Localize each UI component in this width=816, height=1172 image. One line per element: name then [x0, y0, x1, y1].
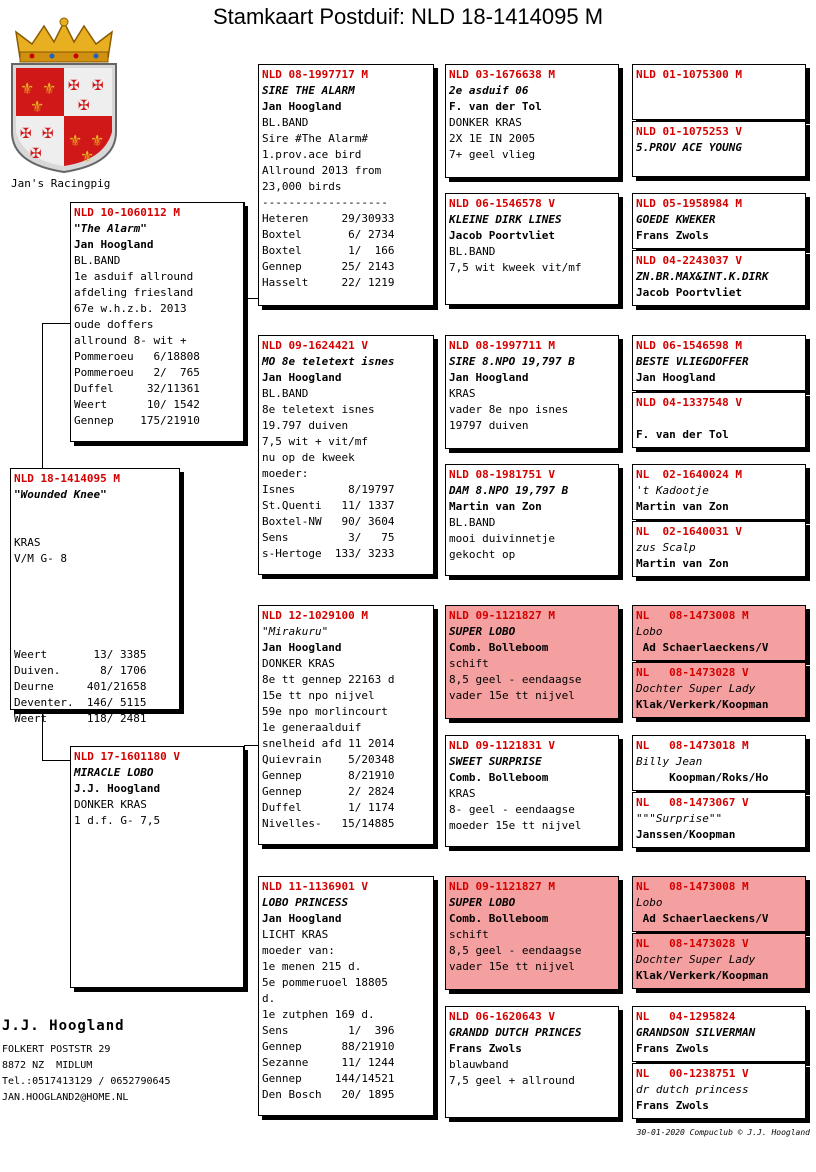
info-line: Nivelles- 15/14885: [262, 817, 395, 830]
svg-text:⚜: ⚜: [80, 147, 95, 166]
page-title: Stamkaart Postduif: NLD 18-1414095 M: [212, 4, 604, 29]
info-line: [14, 583, 176, 599]
info-line: 8,5 geel - eendaagse: [449, 673, 582, 686]
info-line: 67e w.h.z.b. 2013: [74, 302, 187, 315]
bird-card-gen5[interactable]: [632, 335, 806, 391]
info-line: [14, 631, 176, 647]
connector: [42, 323, 43, 468]
info-line: BL.BAND: [74, 254, 121, 267]
bird-card-gen5[interactable]: [632, 933, 806, 989]
breeder-name: F. van der Tol: [636, 428, 729, 441]
info-line: 7,5 wit kweek vit/mf: [449, 261, 582, 274]
bird-name: """Surprise"": [636, 812, 723, 825]
info-line: Den Bosch 20/ 1895: [262, 1088, 395, 1101]
info-line: LICHT KRAS: [262, 928, 329, 941]
info-line: [14, 503, 176, 519]
breeder-name: Comb. Bolleboom: [449, 641, 549, 654]
svg-text:⚜: ⚜: [68, 131, 83, 150]
info-line: 2X 1E IN 2005: [449, 132, 536, 145]
info-line: Duffel 32/11361: [74, 382, 200, 395]
info-line: 7,5 wit + vit/mf: [262, 435, 368, 448]
breeder-name: Janssen/Koopman: [636, 828, 736, 841]
info-line: afdeling friesland: [74, 286, 194, 299]
breeder-name: Ad Schaerlaeckens/V: [636, 912, 769, 925]
info-line: St.Quenti 11/ 1337: [262, 499, 395, 512]
info-line: mooi duivinnetje: [449, 532, 555, 545]
bird-name: KLEINE DIRK LINES: [449, 213, 562, 226]
info-line: Weert 118/ 2481: [14, 712, 147, 725]
bird-name: SUPER LOBO: [449, 896, 516, 909]
bird-name: Lobo: [636, 896, 663, 909]
info-line: schift: [449, 657, 489, 670]
bird-card-gen5[interactable]: [632, 876, 806, 932]
bird-card-sire[interactable]: [70, 202, 244, 442]
breeder-name: Frans Zwols: [636, 1099, 709, 1112]
ring-number: NLD 06-1546598 M: [636, 339, 742, 352]
bird-card-sdd[interactable]: [445, 464, 619, 576]
ring-number: NLD 12-1029100 M: [262, 609, 368, 622]
breeder-name: Martin van Zon: [636, 500, 729, 513]
info-line: Pommeroeu 6/18808: [74, 350, 200, 363]
svg-text:✠: ✠: [42, 126, 54, 142]
bird-name: Lobo: [636, 625, 663, 638]
breeder-name: Klak/Verkerk/Koopman: [636, 698, 769, 711]
info-line: 7+ geel vlieg: [449, 148, 536, 161]
connector: [244, 202, 245, 332]
ring-number: NLD 04-1337548 V: [636, 396, 742, 409]
ring-number: NLD 01-1075253 V: [636, 125, 742, 138]
svg-text:✠: ✠: [30, 146, 42, 162]
info-line: snelheid afd 11 2014: [262, 737, 395, 750]
svg-text:⚜: ⚜: [90, 131, 105, 150]
bird-name: 't Kadootje: [636, 484, 709, 497]
bird-card-gen5[interactable]: [632, 662, 806, 718]
info-line: DONKER KRAS: [262, 657, 335, 670]
info-line: nu op de kweek: [262, 451, 355, 464]
info-line: moeder van:: [262, 944, 335, 957]
info-line: gekocht op: [449, 548, 516, 561]
ring-number: NLD 01-1075300 M: [636, 68, 742, 81]
info-line: 59e npo morlincourt: [262, 705, 388, 718]
bird-card-subject[interactable]: [10, 468, 180, 725]
info-line: 1e asduif allround: [74, 270, 194, 283]
info-line: schift: [449, 928, 489, 941]
info-line: Hasselt 22/ 1219: [262, 276, 395, 289]
ring-number: NLD 05-1958984 M: [636, 197, 742, 210]
info-line: allround 8- wit +: [74, 334, 187, 347]
bird-name: GRANDD DUTCH PRINCES: [449, 1026, 582, 1039]
bird-name: "Mirakuru": [262, 625, 329, 638]
info-line: 19.797 duiven: [262, 419, 349, 432]
info-line: Gennep 25/ 2143: [262, 260, 395, 273]
bird-card-gen5[interactable]: [632, 464, 806, 520]
info-line: Gennep 175/21910: [74, 414, 200, 427]
bird-card-sire-dam[interactable]: [258, 335, 434, 575]
bird-card-gen5[interactable]: [632, 735, 806, 791]
info-line: 1 d.f. G- 7,5: [74, 814, 161, 827]
breeder-name: Klak/Verkerk/Koopman: [636, 969, 769, 982]
info-line: BL.BAND: [449, 516, 496, 529]
bird-name: "Wounded Knee": [14, 488, 107, 501]
info-line: 8,5 geel - eendaagse: [449, 944, 582, 957]
info-line: 1e menen 215 d.: [262, 960, 362, 973]
info-line: Gennep 8/21910: [262, 769, 395, 782]
info-line: blauwband: [449, 1058, 509, 1071]
info-line: 8- geel - eendaagse: [449, 803, 575, 816]
info-line: vader 15e tt nijvel: [449, 689, 575, 702]
phone-line: Tel.:0517413129 / 0652790645: [2, 1076, 171, 1087]
ring-number: NLD 09-1121831 V: [449, 739, 555, 752]
bird-name: GOEDE KWEKER: [636, 213, 716, 226]
address-line: FOLKERT POSTSTR 29: [2, 1044, 111, 1055]
bird-card-gen5[interactable]: [632, 605, 806, 661]
bird-card-dss[interactable]: [445, 605, 619, 719]
breeder-name: Frans Zwols: [449, 1042, 522, 1055]
bird-name: Dochter Super Lady: [636, 682, 756, 695]
info-line: [636, 411, 802, 427]
ring-number: NLD 09-1624421 V: [262, 339, 368, 352]
info-line: Pommeroeu 2/ 765: [74, 366, 200, 379]
connector: [244, 745, 258, 746]
info-line: DONKER KRAS: [449, 116, 522, 129]
ring-number: NLD 18-1414095 M: [14, 472, 120, 485]
info-line: Sens 1/ 396: [262, 1024, 395, 1037]
breeder-name: Jan Hoogland: [262, 912, 342, 925]
ring-number: NLD 03-1676638 M: [449, 68, 555, 81]
info-line: BL.BAND: [262, 387, 309, 400]
ring-number: NL 08-1473008 M: [636, 880, 749, 893]
bird-card-gen5[interactable]: [632, 521, 806, 577]
info-line: KRAS: [449, 387, 476, 400]
email-line: JAN.HOOGLAND2@HOME.NL: [2, 1092, 129, 1103]
bird-name: ZN.BR.MAX&INT.K.DIRK: [636, 270, 769, 283]
ring-number: NLD 17-1601180 V: [74, 750, 180, 763]
breeder-name: Jan Hoogland: [262, 100, 342, 113]
info-line: Weert 10/ 1542: [74, 398, 200, 411]
info-line: 8e teletext isnes: [262, 403, 375, 416]
connector: [244, 298, 258, 299]
breeder-name: J.J. Hoogland: [74, 782, 161, 795]
bird-name: GRANDSON SILVERMAN: [636, 1026, 756, 1039]
info-line: moeder:: [262, 467, 309, 480]
info-line: Isnes 8/19797: [262, 483, 395, 496]
info-line: Duffel 1/ 1174: [262, 801, 395, 814]
ring-number: NLD 08-1997711 M: [449, 339, 555, 352]
bird-name: MIRACLE LOBO: [74, 766, 154, 779]
breeder-name: Jacob Poortvliet: [449, 229, 555, 242]
ring-number: NL 08-1473067 V: [636, 796, 749, 809]
info-line: Quievrain 5/20348: [262, 753, 395, 766]
breeder-name: F. van der Tol: [449, 100, 542, 113]
info-line: Allround 2013 from: [262, 164, 382, 177]
info-line: Gennep 2/ 2824: [262, 785, 395, 798]
bird-name: dr dutch princess: [636, 1083, 749, 1096]
bird-name: 5.PROV ACE YOUNG: [636, 141, 742, 154]
info-line: 23,000 birds: [262, 180, 342, 193]
info-line: KRAS: [449, 787, 476, 800]
breeder-name: Jan Hoogland: [449, 371, 529, 384]
ring-number: NLD 08-1997717 M: [262, 68, 368, 81]
ring-number: NL 08-1473028 V: [636, 937, 749, 950]
breeder-name: Jan Hoogland: [262, 641, 342, 654]
bird-card-gen5[interactable]: [632, 392, 806, 448]
ring-number: NL 02-1640024 M: [636, 468, 742, 481]
owner-short-name: Jan's Racingpig: [11, 177, 111, 190]
ring-number: NL 08-1473018 M: [636, 739, 749, 752]
info-line: V/M G- 8: [14, 552, 67, 565]
ring-number: NLD 08-1981751 V: [449, 468, 555, 481]
breeder-name: Comb. Bolleboom: [449, 912, 549, 925]
bird-name: "The Alarm": [74, 222, 147, 235]
info-line: 1e generaalduif: [262, 721, 362, 734]
bird-name: SIRE THE ALARM: [262, 84, 355, 97]
bird-card-ssd[interactable]: [445, 193, 619, 305]
breeder-name: Jacob Poortvliet: [636, 286, 742, 299]
bird-card-ddd[interactable]: [445, 1006, 619, 1118]
ring-number: NL 08-1473028 V: [636, 666, 749, 679]
breeder-name: Martin van Zon: [636, 557, 729, 570]
info-line: 8e tt gennep 22163 d: [262, 673, 395, 686]
info-line: moeder 15e tt nijvel: [449, 819, 582, 832]
breeder-name: Jan Hoogland: [262, 371, 342, 384]
footer-credit: 30-01-2020 Compuclub © J.J. Hoogland: [636, 1128, 810, 1137]
bird-card-dds[interactable]: [445, 876, 619, 990]
coat-of-arms-icon: [8, 14, 120, 174]
svg-text:✠: ✠: [68, 78, 80, 94]
info-line: 1e zutphen 169 d.: [262, 1008, 375, 1021]
info-line: Boxtel-NW 90/ 3604: [262, 515, 395, 528]
info-line: [14, 599, 176, 615]
svg-text:⚜: ⚜: [42, 79, 57, 98]
svg-text:⚜: ⚜: [20, 79, 35, 98]
svg-text:✠: ✠: [20, 126, 32, 142]
info-line: 19797 duiven: [449, 419, 529, 432]
ring-number: NLD 06-1546578 V: [449, 197, 555, 210]
bird-card-gen5[interactable]: [632, 250, 806, 306]
ring-number: NL 00-1238751 V: [636, 1067, 749, 1080]
info-line: 1.prov.ace bird: [262, 148, 362, 161]
address-line: 8872 NZ MIDLUM: [2, 1060, 93, 1071]
connector: [42, 760, 70, 761]
info-line: BL.BAND: [449, 245, 496, 258]
info-line: s-Hertoge 133/ 3233: [262, 547, 395, 560]
breeder-name: Frans Zwols: [636, 229, 709, 242]
ring-number: NLD 04-2243037 V: [636, 254, 742, 267]
info-line: Boxtel 6/ 2734: [262, 228, 395, 241]
bird-card-gen5[interactable]: [632, 64, 806, 120]
bird-name: SIRE 8.NPO 19,797 B: [449, 355, 575, 368]
ring-number: NLD 10-1060112 M: [74, 206, 180, 219]
info-line: 7,5 geel + allround: [449, 1074, 575, 1087]
breeder-name: Frans Zwols: [636, 1042, 709, 1055]
breeder-name: Ad Schaerlaeckens/V: [636, 641, 769, 654]
bird-card-dam[interactable]: [70, 746, 244, 988]
info-line: BL.BAND: [262, 116, 309, 129]
ring-number: NL 02-1640031 V: [636, 525, 742, 538]
info-line: Deurne 401/21658: [14, 680, 147, 693]
info-line: vader 15e tt nijvel: [449, 960, 575, 973]
info-line: Gennep 88/21910: [262, 1040, 395, 1053]
info-line: -------------------: [262, 196, 388, 209]
breeder-name: Martin van Zon: [449, 500, 542, 513]
bird-name: SWEET SURPRISE: [449, 755, 542, 768]
info-line: 15e tt npo nijvel: [262, 689, 375, 702]
info-line: DONKER KRAS: [74, 798, 147, 811]
bird-card-dsd[interactable]: [445, 735, 619, 847]
ring-number: NL 08-1473008 M: [636, 609, 749, 622]
ring-number: NLD 06-1620643 V: [449, 1010, 555, 1023]
bird-card-sire-sire[interactable]: [258, 64, 434, 306]
info-line: Sire #The Alarm#: [262, 132, 368, 145]
info-line: [14, 519, 176, 535]
bird-card-dam-dam[interactable]: [258, 876, 434, 1116]
ring-number: NLD 11-1136901 V: [262, 880, 368, 893]
info-line: Weert 13/ 3385: [14, 648, 147, 661]
bird-card-gen5[interactable]: [632, 121, 806, 177]
ring-number: NL 04-1295824: [636, 1010, 736, 1023]
bird-card-gen5[interactable]: [632, 1063, 806, 1119]
info-line: [14, 567, 176, 583]
bird-name: MO 8e teletext isnes: [262, 355, 395, 368]
owner-name: J.J. Hoogland: [2, 1018, 125, 1034]
bird-card-gen5[interactable]: [632, 792, 806, 848]
bird-card-sds[interactable]: [445, 335, 619, 449]
bird-name: SUPER LOBO: [449, 625, 516, 638]
ring-number: NLD 09-1121827 M: [449, 609, 555, 622]
info-line: oude doffers: [74, 318, 154, 331]
breeder-name: Koopman/Roks/Ho: [636, 771, 769, 784]
info-line: Duiven. 8/ 1706: [14, 664, 147, 677]
owner-address: [2, 1018, 171, 1106]
ring-number: NLD 09-1121827 M: [449, 880, 555, 893]
bird-name: LOBO PRINCESS: [262, 896, 349, 909]
svg-text:✠: ✠: [78, 98, 90, 114]
info-line: vader 8e npo isnes: [449, 403, 569, 416]
info-line: 5e pommeruoel 18805: [262, 976, 388, 989]
breeder-name: Comb. Bolleboom: [449, 771, 549, 784]
bird-name: 2e asduif 06: [449, 84, 529, 97]
bird-card-sss[interactable]: [445, 64, 619, 178]
bird-name: Billy Jean: [636, 755, 703, 768]
bird-name: zus Scalp: [636, 541, 696, 554]
breeder-name: Jan Hoogland: [636, 371, 716, 384]
info-line: Boxtel 1/ 166: [262, 244, 395, 257]
bird-card-gen5[interactable]: [632, 193, 806, 249]
bird-card-dam-sire[interactable]: [258, 605, 434, 845]
svg-text:✠: ✠: [92, 78, 104, 94]
info-line: [14, 615, 176, 631]
info-line: d.: [262, 992, 276, 1005]
info-line: Sens 3/ 75: [262, 531, 395, 544]
svg-text:⚜: ⚜: [30, 97, 45, 116]
bird-name: BESTE VLIEGDOFFER: [636, 355, 749, 368]
connector: [244, 745, 245, 875]
bird-name: Dochter Super Lady: [636, 953, 756, 966]
info-line: KRAS: [14, 536, 41, 549]
connector: [42, 323, 70, 324]
bird-card-gen5[interactable]: [632, 1006, 806, 1062]
bird-name: DAM 8.NPO 19,797 B: [449, 484, 569, 497]
info-line: Deventer. 146/ 5115: [14, 696, 147, 709]
info-line: Gennep 144/14521: [262, 1072, 395, 1085]
breeder-name: Jan Hoogland: [74, 238, 154, 251]
info-line: Heteren 29/30933: [262, 212, 395, 225]
info-line: Sezanne 11/ 1244: [262, 1056, 395, 1069]
